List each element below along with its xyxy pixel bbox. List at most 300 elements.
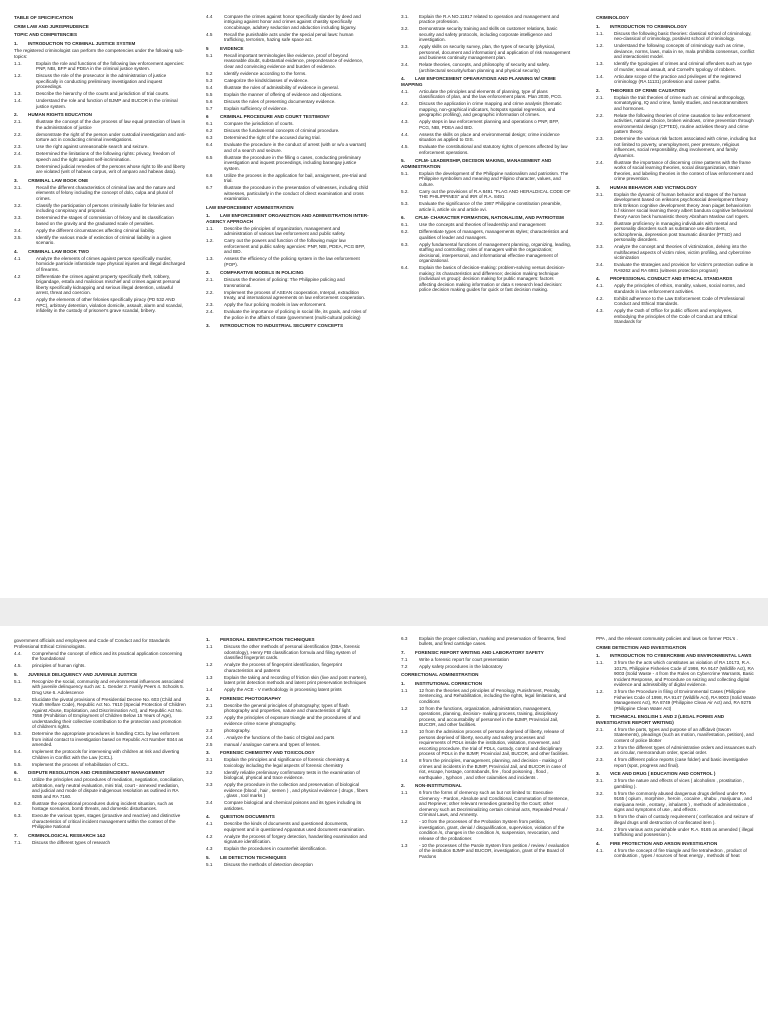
competency-item bbox=[206, 14, 370, 31]
item-text: Discuss the fundamental concepts of criminal procedure. bbox=[224, 128, 340, 133]
item-number: 5.3. bbox=[401, 201, 409, 206]
competency-item bbox=[206, 99, 370, 105]
section-title: EVIDENCE bbox=[220, 45, 244, 51]
section-number: 5. bbox=[14, 671, 18, 677]
item-text: Apply steps in law enforcement planning and operations o PNP, BFP, PCG, NBI, PDEA and BID. bbox=[419, 119, 560, 130]
item-text: Discuss the theories of policing: The Philippine policing and transnational. bbox=[224, 277, 345, 288]
item-text: - 10 the processes of the Parole System from petition / review / evaluation of the institution BJMP and BUCOR, investigation, grant of the Board of Pardons bbox=[419, 842, 570, 859]
section-title: THEORIES OF CRIME CAUSATION bbox=[610, 87, 686, 93]
item-text: Illustrate the operational procedures during incident situation, such as hostage scenarios, bomb threats, and domestic disturbances. bbox=[32, 800, 174, 811]
section-heading bbox=[596, 653, 756, 659]
item-text: 10 from the admission process of persons deprived of liberty, release of persons deprived of liberty, security and safety processes and requirements of PDLs inside the institution, visitation, movement, and escorting procedure, the trial of PDLs, custody, control and disciplinary process of PDLs in the BJMP, Provincial Jail, BUCOR, and other facilities. bbox=[419, 729, 569, 756]
competency-item bbox=[401, 688, 571, 705]
item-text: Determine the various risk factors associated with crime, including but not limited to poverty, unemployment, peer pressure, religious influences, social responsibility, drug involvement, and family dynamics. bbox=[614, 136, 756, 158]
section-title: VICE AND DRUG ( EDUCATION AND CONTROL ) bbox=[610, 771, 716, 776]
section-heading bbox=[14, 672, 186, 678]
competency-item bbox=[14, 98, 186, 109]
competency-item bbox=[206, 78, 370, 84]
item-number: 2.2. bbox=[206, 289, 214, 295]
section-number: 1. bbox=[596, 23, 600, 29]
section-heading bbox=[206, 114, 370, 120]
section-number: 2. bbox=[14, 112, 18, 117]
section-number: 4. bbox=[596, 276, 600, 281]
item-number: 1.3 bbox=[206, 674, 213, 680]
item-text: Discuss the rules of presenting documentary evidence. bbox=[224, 98, 336, 104]
item-number: 4.1. bbox=[401, 88, 409, 94]
competency-item bbox=[596, 136, 756, 158]
competency-item bbox=[401, 664, 571, 670]
section-title: TOPIC AND COMPETENCIES bbox=[14, 32, 78, 37]
item-number: 5.3 bbox=[206, 77, 213, 83]
item-text: - 10 from the processes of the Probation System from petition, investigation, grant, denial / disqualification, supervision, violation of the condition /s, changes in the condition /s, suspension, revocation, and release of the probationer. bbox=[419, 819, 565, 841]
item-number: 4.2 bbox=[14, 273, 21, 279]
competency-item bbox=[206, 703, 370, 714]
item-number: 1.1 bbox=[401, 790, 408, 795]
competency-item bbox=[14, 297, 186, 314]
section-heading bbox=[14, 24, 186, 30]
section-heading bbox=[401, 783, 571, 789]
competency-item bbox=[596, 727, 756, 744]
competency-item bbox=[14, 840, 186, 846]
item-text: Identify the various mode of extinction of criminal liability in a given scenario. bbox=[36, 234, 172, 245]
competency-item bbox=[206, 742, 370, 748]
competency-item bbox=[14, 235, 186, 246]
competency-item bbox=[14, 215, 186, 226]
item-text: Identify reliable preliminary confirmatory tests in the examination of biological, physical and trace evidence. bbox=[224, 769, 360, 780]
item-text: Apply skills on security survey, plan, the types of security (physical, personnel, document and information) and application of risk management and business continuity management plan. bbox=[419, 44, 571, 60]
competency-item bbox=[401, 657, 571, 663]
item-number: 1.2. bbox=[14, 73, 22, 78]
upper-column-4 bbox=[596, 12, 756, 325]
competency-item bbox=[14, 801, 186, 812]
item-number: 2.5. bbox=[14, 163, 22, 169]
section-title: INSTITUTIONAL CORRECTION bbox=[415, 680, 483, 686]
item-number: 1.3. bbox=[596, 61, 604, 66]
item-text: Determined the stages of commission of felony and its classification based on the gravity and the graduated scale of penalties. bbox=[36, 215, 174, 226]
section-heading bbox=[14, 833, 186, 839]
competency-item bbox=[596, 61, 756, 72]
section-title: JUVENILE DELIQUENCY AND JUVENILE JUSTICE bbox=[28, 671, 138, 677]
section-number: 3. bbox=[206, 750, 210, 755]
item-number: 1.1 bbox=[401, 687, 408, 693]
item-number: 5.4. bbox=[14, 749, 22, 754]
competency-item bbox=[206, 128, 370, 134]
item-number: 3.5. bbox=[14, 234, 22, 240]
competency-item bbox=[206, 290, 370, 301]
section-heading bbox=[596, 276, 756, 282]
item-number: 1.2. bbox=[596, 43, 604, 48]
section-heading bbox=[401, 681, 571, 687]
section-title: HUMAN BEHAVIOR AND VICTIMOLOGY bbox=[610, 184, 697, 190]
section-heading bbox=[206, 855, 370, 861]
item-text: Articulate scope of the practice and privileges of the registered criminology (RA 11131) profession and career paths. bbox=[614, 73, 741, 84]
item-text: Analyze the process of forgery detection, handwriting examination and signature identification. bbox=[224, 833, 368, 844]
item-number: 1.1. bbox=[596, 660, 604, 665]
item-number: 4.4 bbox=[206, 13, 213, 19]
item-number: 7.2 bbox=[401, 663, 408, 669]
item-number: 6.1. bbox=[14, 777, 22, 782]
competency-item bbox=[14, 73, 186, 90]
item-text: 3 from the the acts which constitutes as violation of RA 10173, R.A. 10175, Philippine Fisheries Code of 1998, RA 9147 (Wildlife Act), RA 9003 (Solid Waste - 4 from the Rules on Cybercrime Warrants, Basic Incident Response, and Procedure on seizing and collecting digital evidence and admissibility of digital evidence. bbox=[614, 660, 754, 687]
section-number: 6. bbox=[401, 215, 405, 220]
item-text: Evaluate the importance of policing in social life, its goals, and roles of the police in the affairs of state (government (multi-cultural policing) bbox=[224, 309, 367, 320]
section-number: 7. bbox=[14, 832, 18, 838]
item-number: 6.2. bbox=[14, 800, 22, 806]
section-title: DISPUTE RESOLUTION AND CRISIS/INCIDENT MANAGEMENT bbox=[28, 770, 165, 775]
competency-item bbox=[596, 192, 756, 220]
item-number: 2.4. bbox=[14, 151, 22, 156]
item-number: 5.4 bbox=[206, 84, 213, 90]
competency-item bbox=[596, 221, 756, 243]
item-number: 6.4. bbox=[401, 265, 409, 270]
competency-item bbox=[401, 843, 571, 860]
section-heading bbox=[596, 15, 756, 21]
item-number: 4.2. bbox=[596, 295, 604, 301]
section-heading bbox=[401, 76, 571, 87]
item-text: Explain the development of the Philippine nationalism and patriotism. The Philippine symbolism and meaning and Filipino character, values, and culture. bbox=[419, 170, 569, 187]
item-text: Explain the R.A NO.11917 related to operation and management and practice profession. bbox=[419, 13, 560, 24]
item-number: 4.1 bbox=[206, 821, 213, 826]
item-text: 3 from the nature and effects of vices ( alcoholism , prostitution , gambling ). bbox=[614, 778, 745, 789]
competency-item bbox=[596, 814, 756, 825]
competency-item bbox=[596, 160, 756, 182]
section-title: QUESTION DOCUMENTS bbox=[220, 814, 275, 819]
item-number: 2.3. bbox=[206, 302, 214, 307]
section-heading bbox=[206, 750, 370, 756]
item-text: Implement the process of rehabilitation of CICL. bbox=[32, 761, 130, 767]
competency-item bbox=[596, 848, 756, 859]
item-text: 5 from the chain of custody requirement ( confiscation and seizure of illegal drugs until destruction of confiscated item ). bbox=[614, 814, 754, 825]
item-number: 4.2 bbox=[206, 833, 213, 839]
section-number: 4. bbox=[596, 840, 600, 846]
item-number: 3.4. bbox=[596, 262, 604, 267]
item-number: 2.2. bbox=[596, 744, 604, 750]
competency-item bbox=[401, 189, 571, 200]
section-heading bbox=[596, 24, 756, 30]
competency-item bbox=[401, 119, 571, 130]
competency-item bbox=[401, 758, 571, 780]
competency-item bbox=[596, 262, 756, 273]
item-text: 8 from the principles, management, planning, and decision - making of crimes and incidents in the BJMP, Provincial Jail, and BUCOR in case of riot, escape, hostage, contrabands, fire , food poisoning , flood , earthquake , typhoon , and other calamities and incidents . bbox=[419, 758, 566, 780]
section-title: TABLE OF SPECIFICATION bbox=[14, 15, 74, 20]
upper-column-2 bbox=[206, 12, 370, 329]
item-number: 3.4. bbox=[596, 826, 604, 832]
section-title: COMPARATIVE MODELS IN POLICING bbox=[220, 270, 304, 275]
competency-item bbox=[206, 728, 370, 734]
section-heading bbox=[206, 205, 370, 211]
item-text: Describe the general principles of photography; types of flash photography and properties, nature and characteristics of light. bbox=[224, 702, 352, 713]
item-number: 1.3 bbox=[401, 842, 408, 848]
item-number: 1.4 bbox=[401, 758, 408, 763]
item-text: Explain sufficiency of evidence. bbox=[224, 105, 288, 111]
section-number: 4. bbox=[401, 76, 405, 81]
competency-item bbox=[14, 185, 186, 202]
item-number: 2.1 bbox=[206, 702, 213, 708]
item-number: 1.1. bbox=[596, 30, 604, 36]
item-number: 3.2. bbox=[596, 790, 604, 796]
item-text: Determined the right of the accused during trial. bbox=[224, 135, 321, 140]
item-number: 5.1 bbox=[206, 861, 213, 867]
competency-item bbox=[206, 687, 370, 693]
item-number: 4.1 bbox=[14, 255, 21, 261]
section-heading bbox=[596, 771, 756, 777]
section-title: CFLM- LEADERSHIP, DECISION MAKING, MANAGEMENT AND ADMINISTRATION bbox=[401, 158, 552, 169]
section-number: 6. bbox=[14, 770, 18, 775]
item-text: Relate theories, concepts, and philosophy of security and safety. (architectural security/urban planning and physical security) bbox=[419, 62, 550, 73]
item-text: Recall the different characteristics of criminal law and the nature and elements of felony including the concept of dolo, culpa and plural of crimes. bbox=[36, 184, 176, 201]
section-number: 1. bbox=[206, 637, 210, 642]
section-heading bbox=[596, 841, 756, 847]
item-number: 2.4. bbox=[596, 159, 604, 165]
item-text: Determined judicial remedies of the persons whose right to life and liberty are violated (writ of habeas corpus, writ of amparo and habeas data). bbox=[36, 163, 186, 174]
item-number: 2.4 bbox=[206, 734, 213, 740]
item-text: Evaluate the procedure in the conduct of arrest (with or w/o a warrant) and of a search and seizure. bbox=[224, 142, 367, 153]
section-heading bbox=[14, 15, 186, 21]
item-text: Determine the appropriate procedures in handling CICL by law enforcers from initial contact to investigation based on Republic Act Number 9344 as amended. bbox=[32, 731, 184, 747]
competency-item bbox=[401, 265, 571, 293]
item-text: 3 from the Procedure in filing of Environmental Cases (Philippine Fisheries Code of 1998, RA 9147 (Wildlife Act), RA 9003 (Solid Waste Management Act), RA 8749 (Philippine Clean Air Act) and, RA 9275 (Philippine Clean Water Act) bbox=[614, 689, 756, 711]
item-number: 3.4. bbox=[14, 227, 22, 233]
item-number: 6.4 bbox=[206, 142, 213, 147]
competency-item bbox=[401, 729, 571, 757]
item-text: photography. bbox=[224, 727, 251, 733]
competency-item bbox=[206, 800, 370, 811]
item-number: 5.1. bbox=[14, 678, 22, 684]
section-heading bbox=[596, 88, 756, 94]
lower-page bbox=[0, 626, 768, 1024]
section-number: 2. bbox=[206, 695, 210, 701]
section-number: 2. bbox=[206, 270, 210, 275]
item-text: Implement the process of ASEAN cooperation, Interpol, extradition treaty, and international agreements on law enforcement cooperation. bbox=[224, 289, 366, 300]
item-number: 1.3 bbox=[401, 729, 408, 734]
item-text: Utilize the principles and procedures of mediation, negotiation, conciliation, arbitration, early neutral evaluation, mini trial, court - annexed mediation, and judicial and mode of dispute indigenous resolution as outlined in RA 9285 and RA 7160. bbox=[32, 777, 184, 799]
item-number: 4.5. bbox=[401, 144, 409, 149]
section-number: 1. bbox=[14, 40, 18, 46]
upper-column-3 bbox=[401, 12, 571, 293]
item-number: 6.6 bbox=[206, 172, 213, 178]
section-title: CRIMINAL PROCEDURE AND COURT TESTIMONY bbox=[220, 114, 330, 119]
item-number: 2.2 bbox=[206, 715, 213, 720]
item-number: 6.3 bbox=[401, 635, 408, 641]
item-number: 6.3. bbox=[401, 241, 409, 247]
item-number: 1.2. bbox=[206, 238, 214, 243]
item-number: 4.2. bbox=[401, 101, 409, 106]
item-number: 4.3 bbox=[14, 297, 21, 302]
section-heading bbox=[206, 213, 370, 224]
section-title: LAW ENFORCEMENT OPEARATIONS AND PLANNING W/ CRIME MAPPING bbox=[401, 76, 556, 87]
item-text: Explain the principles and significance of forensic chemistry & toxicology including the legal aspects of forensic chemistry bbox=[224, 757, 350, 768]
section-number: 3. bbox=[206, 323, 210, 328]
item-text: 4 from the concept of fire triangle and fire tetrahedron , product of combustion , types / sources of heat energy , methods of heat bbox=[614, 847, 747, 858]
competency-item bbox=[14, 679, 186, 696]
item-text: 6 from the forms of clemency such as but not limited to: Executive Clemency - Pardon, Absolute and Conditional, Commutation of Sentence, and Reprieve; other relevant remedies granted by the Court; other clemency such as Decriminalizing certain criminal acts, Repealed Penal / Criminal Laws, and Amnesty. bbox=[419, 790, 569, 817]
competency-item bbox=[14, 228, 186, 234]
item-text: Apply the ACE - V methodology in processing latent prints bbox=[224, 687, 342, 692]
item-number: 2.2. bbox=[596, 112, 604, 118]
section-number: 5. bbox=[401, 158, 405, 163]
item-number: 1.2. bbox=[596, 689, 604, 694]
item-number: 5.2 bbox=[206, 70, 213, 76]
section-heading bbox=[401, 215, 571, 221]
section-title: PERSONAL IDENTIFICATION TECHNIQUES bbox=[220, 637, 315, 642]
item-number: 4.3. bbox=[596, 308, 604, 313]
section-heading bbox=[206, 637, 370, 643]
item-text: Execute the various types, stages (proactive and reactive) and distinctive characteristics of critical incident management within the context of the Philippine National bbox=[32, 813, 181, 829]
competency-item bbox=[206, 142, 370, 153]
section-heading bbox=[206, 46, 370, 52]
competency-item bbox=[401, 171, 571, 188]
item-text: Exhibit adherence to the Law Enforcement Code of Professional Conduct and Ethical Standards. bbox=[614, 295, 745, 306]
item-number: 4.3. bbox=[401, 119, 409, 124]
item-text: Carry out the provisions of R.A 8491 "FLAG AND HERALDICAL CODE OF THE PHILIPPINES" and IRR of R.A. 8491 bbox=[419, 188, 571, 199]
competency-item bbox=[401, 229, 571, 240]
item-text: Compare the jurisdiction of courts. bbox=[224, 121, 294, 126]
item-text: Implement the protocols for intervening with children at risk and diverting Children in Conflict with the Law (CICL). bbox=[32, 749, 180, 760]
section-title: CRIME DETECTION AND INVESTIGATION bbox=[596, 644, 687, 650]
section-title: LIE DETECTION TECHNIQUES bbox=[220, 854, 287, 860]
competency-item bbox=[14, 151, 186, 162]
item-text: Apply the Oath of Office for public officers and employees, embodying the principles of the Code of Conduct and Ethical Standards for bbox=[614, 308, 738, 324]
section-heading bbox=[14, 249, 186, 255]
item-text: Determined the limitations of the following rights: privacy, freedom of speech and the right against self-incrimination. bbox=[36, 151, 175, 162]
item-number: 4.1. bbox=[596, 283, 604, 288]
item-number: 4.4. bbox=[401, 131, 409, 137]
competency-item bbox=[206, 770, 370, 781]
section-number: 2. bbox=[596, 714, 600, 719]
item-number: 2.3. bbox=[14, 144, 22, 149]
item-number: 2.4. bbox=[206, 309, 214, 314]
item-number: 3.3. bbox=[596, 814, 604, 819]
item-text: Understand the following concepts of criminology such as crime, deviance, norms, laws, mala in se, mala prohibita consensus, conflict and interactionist model. bbox=[614, 43, 755, 59]
section-number: 5 bbox=[206, 45, 209, 51]
competency-item bbox=[14, 203, 186, 214]
item-text: Identify evidence according to the forms. bbox=[224, 70, 307, 76]
paragraph: government officials and employees and Code of Conduct and for Standards Professional Ethical Criminologists. bbox=[14, 638, 170, 649]
item-number: 1.4. bbox=[14, 98, 22, 103]
section-number: 1. bbox=[206, 213, 210, 218]
competency-item bbox=[206, 106, 370, 112]
section-number: 7. bbox=[401, 649, 405, 655]
page-gap bbox=[0, 598, 768, 626]
competency-item bbox=[14, 132, 186, 143]
competency-item bbox=[14, 749, 186, 760]
item-text: 2 from the different types of Administrative orders and issuances such as circular, memorandum order, special order. bbox=[614, 744, 756, 755]
section-number: 3. bbox=[596, 771, 600, 776]
competency-item bbox=[206, 846, 370, 852]
section-heading bbox=[401, 650, 571, 656]
section-title: INTRODUCTION TO INDUSTRIAL SECURITY CONCEPTS bbox=[220, 323, 344, 328]
competency-item bbox=[14, 697, 186, 730]
item-text: Discuss the application in crime mapping and crime analysis (thematic mapping, non-graphical indicators, hotspots spatial regression, and geographic profiling), and geographic information of crimes. bbox=[419, 101, 562, 117]
item-number: 1.1. bbox=[14, 60, 22, 66]
competency-item bbox=[206, 302, 370, 308]
item-text: Apply the elements of other felonies specifically piracy (PD 532 AND RPC), arbitrary detention, violation domicile, assault, alarm and scandal, infidelity in the custody of prisoner's grave scandal, bribery. bbox=[36, 297, 183, 313]
competency-item bbox=[14, 731, 186, 748]
item-text: Apply the procedure in the collection and preservation of biological evidence (blood , hair , semen ) , and physical evidence ( drugs , fibers , glass , tool marks ) bbox=[224, 782, 369, 798]
item-text: Explain the role and functions of the following law enforcement agencies: PNP, NBI, BFP and PDEA in the criminal justice system. bbox=[36, 60, 185, 71]
item-number: 3.2. bbox=[14, 202, 22, 208]
section-heading bbox=[14, 112, 186, 118]
competency-item bbox=[14, 777, 186, 799]
section-title: LAW ENFORCEMENT ORGANIZTION AND ADMINISTRATION INTER-AGENCY APPROACH bbox=[206, 213, 369, 224]
item-text: Discuss the different types of research bbox=[32, 839, 111, 845]
competency-item bbox=[596, 745, 756, 756]
item-text: 4 from the parts, types and purpose of an affidavit (Sworn Statements), pleadings (such as motion, manifestation, petition), and content of police blotter bbox=[614, 726, 754, 743]
competency-item bbox=[401, 242, 571, 264]
section-title: CORRECTIONAL ADMINISTRATION bbox=[401, 672, 479, 677]
item-text: Apply the four policing models in law enforcement. bbox=[224, 302, 327, 307]
competency-item bbox=[14, 144, 186, 150]
item-number: 5.3. bbox=[14, 731, 22, 736]
competency-item bbox=[401, 26, 571, 43]
section-heading bbox=[206, 696, 370, 702]
competency-item bbox=[596, 689, 756, 711]
item-text: Utilize the process in the application for bail, arraignment, pre-trial and trial. bbox=[224, 172, 367, 183]
competency-item bbox=[14, 119, 186, 130]
item-text: Apply the different circumstances affecting criminal liability. bbox=[36, 227, 156, 233]
section-title: NON-INSTITUTIONAL bbox=[415, 783, 462, 788]
item-number: 3.4. bbox=[401, 62, 409, 67]
item-number: 2.1. bbox=[596, 94, 604, 100]
item-text: Illustrate the procedure in the presentation of witnesses, including child witnesses, particularly in the conduct of direct examination and cross examination. bbox=[224, 185, 369, 201]
competency-item bbox=[206, 675, 370, 686]
competency-item bbox=[206, 53, 370, 70]
item-text: Illustrate proficiency in managing individuals with mental and personality disorders such as substance use disorders, schizophrenia, depression post traumatic disorder (PTSD) and personality disorders. bbox=[614, 220, 741, 242]
competency-item bbox=[206, 834, 370, 845]
item-number: 3.2. bbox=[401, 26, 409, 31]
item-text: Describe the principles of organization, management and administration of various law enforcement and public safety. bbox=[224, 225, 346, 236]
section-number: 1. bbox=[596, 653, 600, 658]
competency-item bbox=[596, 757, 756, 768]
item-number: 3.3. bbox=[401, 44, 409, 49]
competency-item bbox=[206, 862, 370, 868]
item-number: 1.3. bbox=[14, 91, 22, 96]
competency-item bbox=[596, 791, 756, 813]
item-text: 5 from the commonly abused dangerous drugs defined under RA 9165 ( opium , morphine , heroin , cocaine , shabu , marijuana , and marijuana resin , ecstasy , inhalants ) , methods of administration , signs and symptoms of use , and effects . bbox=[614, 790, 752, 812]
competency-item bbox=[401, 636, 571, 647]
item-number: 6.3. bbox=[14, 813, 22, 818]
item-text: Carry out the powers and function of the following major law enforcement and public safety agencies: PNP, NBI, PDEA, PCG BFP, and BID. bbox=[224, 238, 366, 254]
item-number: 7.1. bbox=[14, 839, 22, 845]
section-heading bbox=[401, 158, 571, 169]
competency-item bbox=[206, 757, 370, 768]
competency-item bbox=[401, 14, 571, 25]
item-number: 1.1. bbox=[206, 225, 214, 231]
competency-item bbox=[14, 61, 186, 72]
competency-item bbox=[14, 256, 186, 273]
competency-item bbox=[401, 132, 571, 143]
competency-item bbox=[206, 173, 370, 184]
item-text: Write a forensic report for court presentation bbox=[419, 656, 509, 662]
competency-item bbox=[14, 762, 186, 768]
item-number: 1.4 bbox=[206, 687, 213, 692]
item-number: 3.1. bbox=[14, 184, 22, 190]
item-text: Use the concepts and theories of leadership and management bbox=[419, 222, 546, 227]
item-text: Elucidate the pivotal provisions of Presidential Decree No. 603 (Child and Youth Welfare Code), Republic Act No. 7610 (Special Protection of Children Against Abuse, Exploitation, and Discrimination Act), and Republic Act No. 7658 (Prohibition of Employment of Children Below 15 Years of Age), understanding their collective contribution to the protection and promotion of children's rights. bbox=[32, 696, 186, 729]
competency-item bbox=[206, 735, 370, 741]
item-number: 5.2. bbox=[401, 188, 409, 194]
item-number: 6.7 bbox=[206, 185, 213, 190]
item-number: 6.1 bbox=[206, 121, 213, 126]
competency-item bbox=[401, 201, 571, 212]
item-text: principles of human rights. bbox=[32, 663, 86, 668]
section-title: TECHNICAL ENGLISH 1 AND 2 (LEGAL FORMS AND INVESTIGATIVE REPORT WRITING) bbox=[596, 714, 725, 725]
paragraph: The registered criminologist can perform the competencies under the following sub-topics: bbox=[14, 48, 184, 59]
item-text: Classify the participation of persons criminally liable for felonies and including conspiracy and proposal. bbox=[36, 202, 174, 213]
competency-item bbox=[596, 827, 756, 838]
item-number: 2.3. bbox=[596, 136, 604, 141]
item-text: Differentiate types of managers, managements styles; characteristics and qualities of leader and managers. bbox=[419, 229, 569, 240]
